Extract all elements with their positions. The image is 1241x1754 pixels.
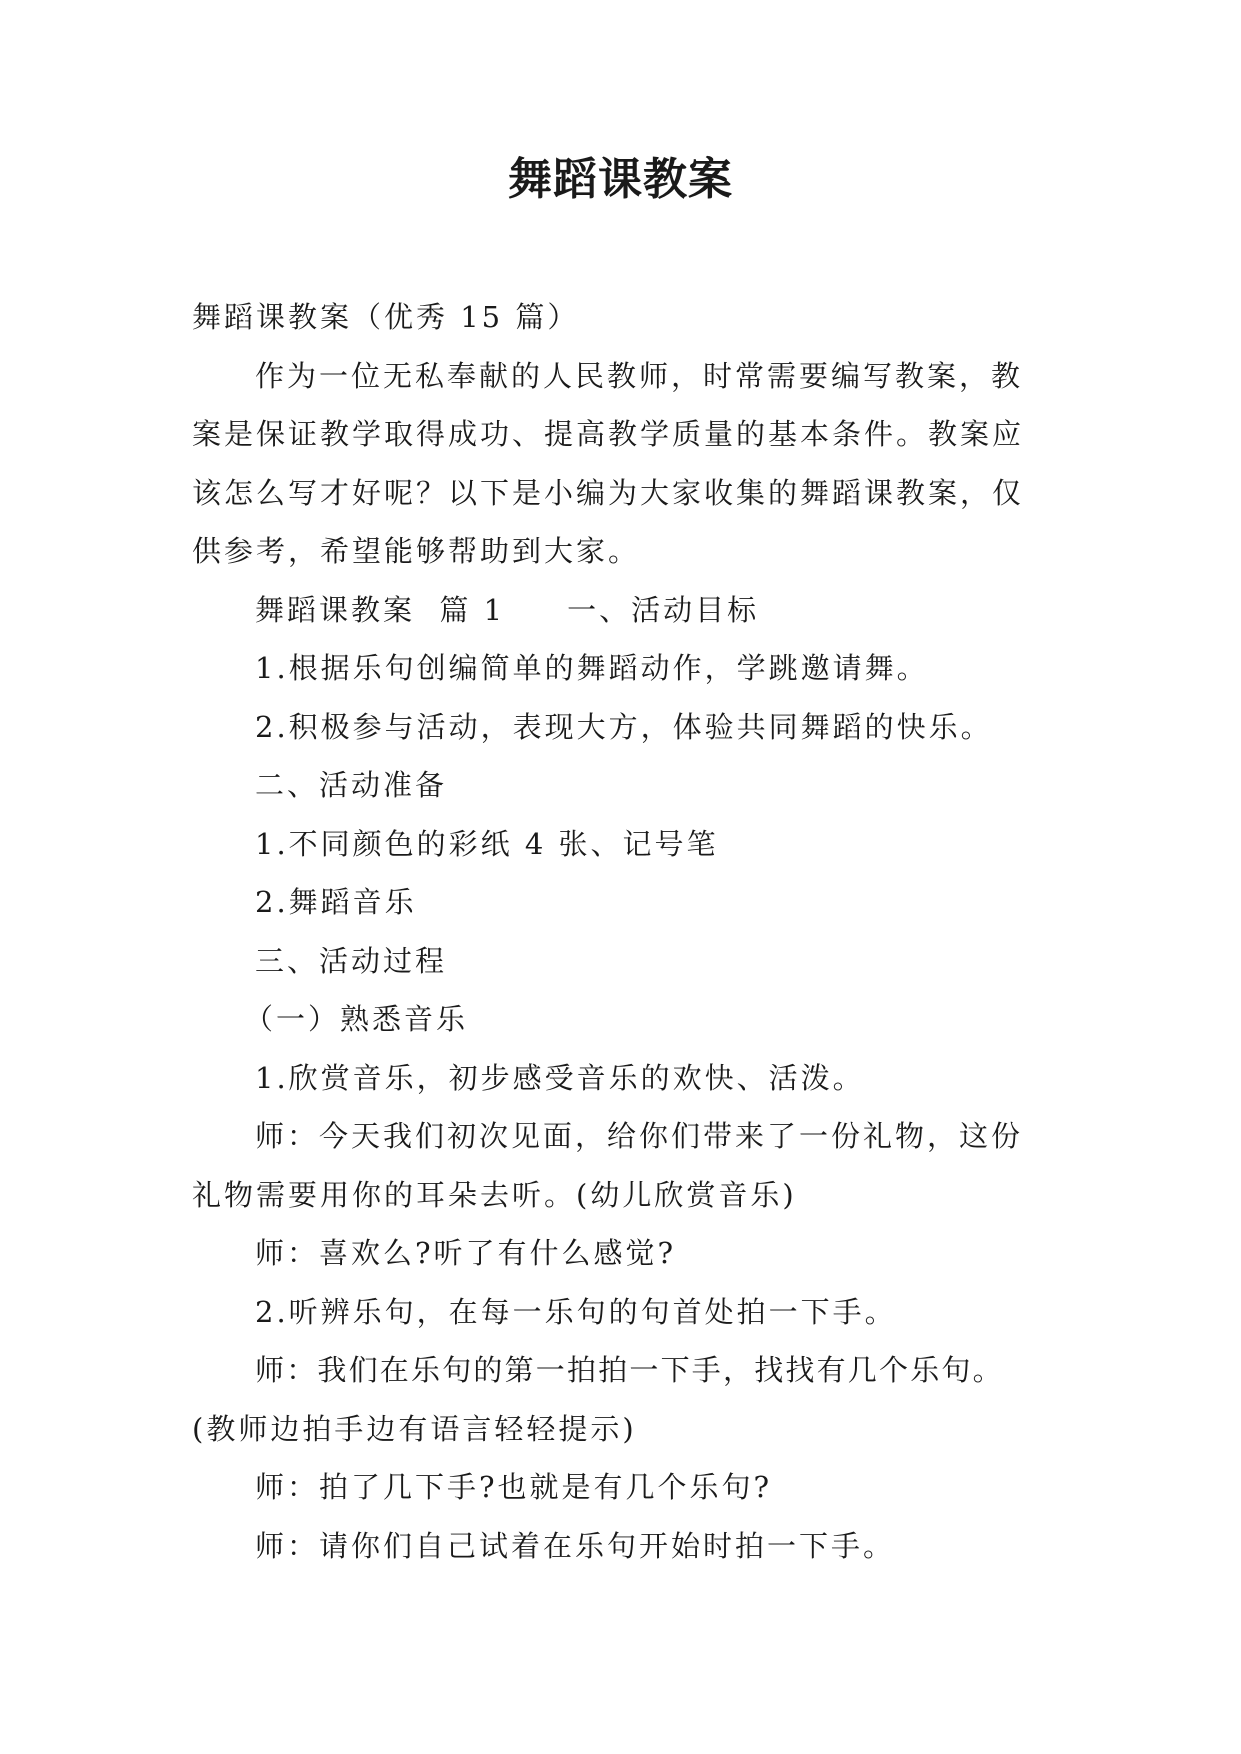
teacher-line-3a: 师：我们在乐句的第一拍拍一下手，找找有几个乐句。 bbox=[255, 1353, 1004, 1387]
goal-item-2: 2.积极参与活动，表现大方，体验共同舞蹈的快乐。 bbox=[255, 709, 993, 744]
document-body bbox=[192, 288, 1072, 1575]
section-title: 舞蹈课教案 篇 1 bbox=[255, 592, 506, 627]
document-title: 舞蹈课教案 bbox=[508, 154, 733, 205]
process-heading: 三、活动过程 bbox=[255, 943, 448, 978]
process-step-2: 2.听辨乐句，在每一乐句的句首处拍一下手。 bbox=[255, 1294, 897, 1329]
process-subheading: （一）熟悉音乐 bbox=[244, 1002, 469, 1036]
teacher-line-3b: (教师边拍手边有语言轻轻提示) bbox=[192, 1411, 637, 1446]
intro-line-4: 供参考，希望能够帮助到大家。 bbox=[192, 534, 641, 568]
intro-line-3: 该怎么写才好呢？以下是小编为大家收集的舞蹈课教案，仅 bbox=[192, 475, 1025, 510]
prep-heading: 二、活动准备 bbox=[255, 768, 448, 802]
goals-heading: 一、活动目标 bbox=[567, 592, 760, 627]
section-heading bbox=[192, 581, 1072, 640]
document-subtitle: 舞蹈课教案（优秀 15 篇） bbox=[192, 300, 580, 334]
teacher-line-1b: 礼物需要用你的耳朵去听。(幼儿欣赏音乐) bbox=[192, 1177, 797, 1212]
teacher-line-4: 师：拍了几下手?也就是有几个乐句? bbox=[255, 1470, 773, 1504]
teacher-line-1a: 师：今天我们初次见面，给你们带来了一份礼物，这份 bbox=[255, 1119, 1024, 1153]
intro-line-2: 案是保证教学取得成功、提高教学质量的基本条件。教案应 bbox=[192, 417, 1025, 451]
intro-line-1: 作为一位无私奉献的人民教师，时常需要编写教案，教 bbox=[255, 358, 1024, 393]
teacher-line-2: 师：喜欢么?听了有什么感觉? bbox=[255, 1236, 677, 1270]
prep-item-1: 1.不同颜色的彩纸 4 张、记号笔 bbox=[255, 826, 719, 861]
process-step-1: 1.欣赏音乐，初步感受音乐的欢快、活泼。 bbox=[255, 1060, 865, 1095]
prep-item-2: 2.舞蹈音乐 bbox=[255, 885, 417, 919]
goal-item-1: 1.根据乐句创编简单的舞蹈动作，学跳邀请舞。 bbox=[255, 651, 929, 685]
teacher-line-5: 师：请你们自己试着在乐句开始时拍一下手。 bbox=[255, 1528, 896, 1563]
